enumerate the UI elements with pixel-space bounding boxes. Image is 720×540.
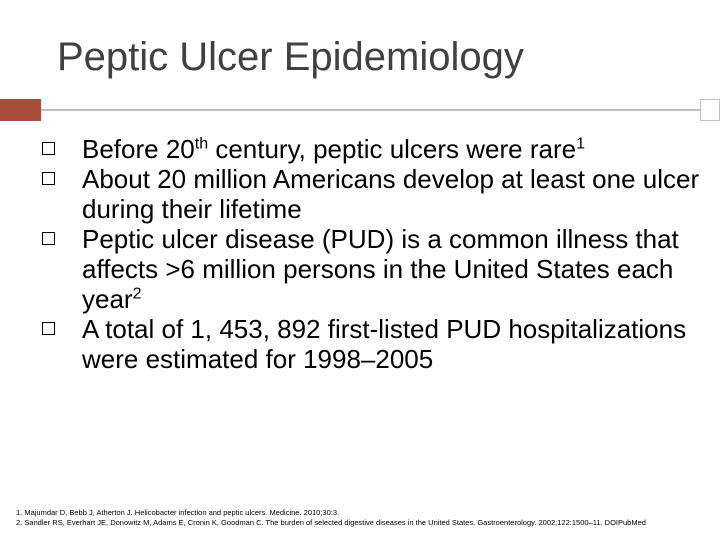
footnote-2: 2. Sandler RS, Everhart JE, Donowitz M, Adams E, Cronin K, Goodman C. The burden of selected digestive diseases in the United States. Gastroenterology. 2002;122:1500–11. DOIPubMed — [16, 518, 646, 527]
bullet-text: About 20 million Americans develop at least one ulcer during their lifetime — [82, 164, 700, 224]
divider-accent-square — [0, 99, 41, 121]
bullet-text: A total of 1, 453, 892 first-listed PUD hospitalizations were estimated for 1998–2005 — [82, 314, 687, 374]
footnote-1: 1. Majumdar D, Bebb J, Atherton J. Helicobacter infection and peptic ulcers. Medicine. 2010;30:3. — [16, 508, 340, 517]
footnotes — [16, 508, 716, 528]
bullet-text: Before 20 — [82, 134, 195, 164]
bullet-list — [42, 134, 702, 374]
divider-outline-square — [700, 99, 720, 121]
square-bullet-icon — [42, 322, 55, 335]
bullet-text: century, peptic ulcers were rare — [208, 134, 577, 164]
bullet-item-4 — [42, 314, 702, 374]
square-bullet-icon — [42, 142, 55, 155]
title-divider — [0, 99, 720, 121]
reference-marker: 2 — [132, 285, 142, 303]
slide-title: Peptic Ulcer Epidemiology — [57, 35, 524, 79]
square-bullet-icon — [42, 232, 55, 245]
bullet-text: Peptic ulcer disease (PUD) is a common illness that affects >6 million persons in the United States each year — [82, 224, 679, 314]
divider-line — [0, 109, 720, 111]
square-bullet-icon — [42, 172, 55, 185]
bullet-item-3 — [42, 224, 702, 314]
bullet-item-2 — [42, 164, 702, 224]
bullet-item-1 — [42, 134, 702, 164]
superscript: th — [194, 135, 209, 153]
reference-marker: 1 — [576, 135, 585, 153]
